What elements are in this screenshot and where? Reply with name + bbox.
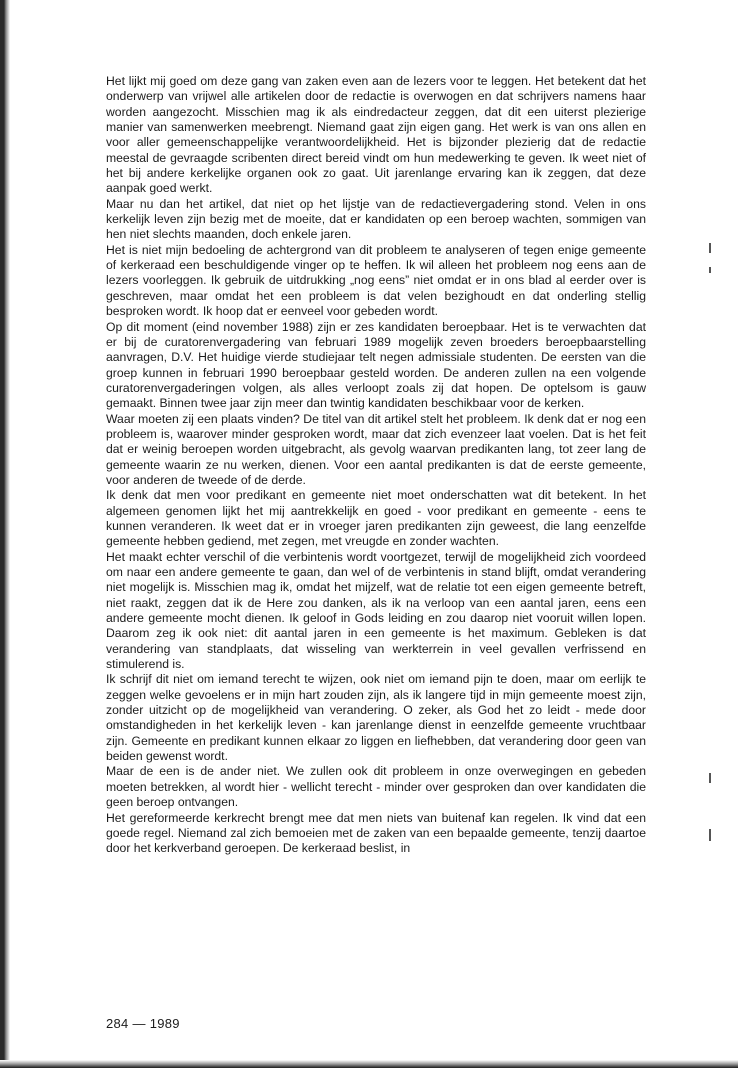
paragraph: Op dit moment (eind november 1988) zijn er zes kandidaten beroepbaar. Het is te verwachten dat er bij de curatorenvergadering van februari 1989 mogelijk zeven broeders beroepbaarstelling aanvragen, D.V. Het huidige vierde studiejaar telt negen admissiale studenten. De eersten van die groep kunnen in februari 1990 beroepbaar gesteld worden. De anderen zullen na een volgende curatorenvergaderingen volgen, als alles verloopt zoals zij dat hopen. De optelsom is gauw gemaakt. Binnen twee jaar zijn meer dan twintig kandidaten beschikbaar voor de kerken. [106, 319, 646, 411]
paragraph: Maar de een is de ander niet. We zullen ook dit probleem in onze overwegingen en gebeden moeten betrekken, al wordt hier - wellicht terecht - minder over gesproken dan over kandidaten die geen beroep ontvangen. [106, 764, 646, 810]
margin-mark [709, 267, 711, 273]
paragraph: Ik schrijf dit niet om iemand terecht te wijzen, ook niet om iemand pijn te doen, maar om eerlijk te zeggen welke gevoelens er in mijn hart zouden zijn, als ik langere tijd in mijn gemeente moest zijn, zonder uitzicht op de mogelijkheid van verandering. O zeker, als God het zo leidt - mede door omstandigheden in het kerkelijk leven - kan jarenlange dienst in eenzelfde gemeente vruchtbaar zijn. Gemeente en predikant kunnen elkaar zo liggen en liefhebben, dat verandering door geen van beiden gewenst wordt. [106, 672, 646, 764]
paragraph: Het gereformeerde kerkrecht brengt mee dat men niets van buitenaf kan regelen. Ik vind dat een goede regel. Niemand zal zich bemoeien met de zaken van een bepaalde gemeente, tenzij daartoe door het kerkverband geroepen. De kerkeraad beslist, in [106, 810, 646, 856]
paragraph: Waar moeten zij een plaats vinden? De titel van dit artikel stelt het probleem. Ik denk dat er nog een probleem is, waarover minder gesproken wordt, maar dat zich evenzeer laat voelen. Dat is het feit dat er weinig beroepen worden uitgebracht, als gevolg waarvan predikanten lang, tot zeer lang de gemeente waarin ze nu werken, dienen. Voor een aantal predikanten is dat de eerste gemeente, voor anderen de tweede of de derde. [106, 411, 646, 487]
margin-mark [709, 243, 711, 253]
margin-mark [709, 829, 711, 841]
margin-mark [709, 773, 711, 783]
scan-edge-left [0, 0, 10, 1068]
paragraph: Het is niet mijn bedoeling de achtergrond van dit probleem te analyseren of tegen enige gemeente of kerkeraad een beschuldigende vinger op te heffen. Ik wil alleen het probleem nog eens aan de lezers voorleggen. Ik gebruik de uitdrukking „nog eens” niet omdat er in ons blad al eerder over is geschreven, maar omdat het een probleem is dat velen bezighoudt en dat onderling stellig besproken wordt. Ik hoop dat er eenveel voor gebeden wordt. [106, 242, 646, 319]
scan-edge-bottom [0, 1060, 738, 1068]
article-body [106, 74, 646, 857]
paragraph: Het lijkt mij goed om deze gang van zaken even aan de lezers voor te leggen. Het betekent dat het onderwerp van vrijwel alle artikelen door de redactie is overwogen en dat schrijvers namens haar worden aangezocht. Misschien mag ik als eindredacteur zeggen, dat dit een uiterst plezierige manier van samenwerken meebrengt. Niemand gaat zijn eigen gang. Het werk is van ons allen en voor aller gemeenschappelijke verantwoordelijkheid. Het is bijzonder plezierig dat de redactie meestal de gevraagde scribenten direct bereid vindt om hun medewerking te geven. Ik weet niet of het bij andere kerkelijke organen ook zo gaat. Uit jarenlange ervaring kan ik zeggen, dat deze aanpak goed werkt. [106, 74, 646, 196]
paragraph: Maar nu dan het artikel, dat niet op het lijstje van de redactievergadering stond. Velen in ons kerkelijk leven zijn bezig met de moeite, dat er kandidaten op een beroep wachten, sommigen van hen niet slechts maanden, doch enkele jaren. [106, 196, 646, 242]
page-number: 284 — 1989 [106, 1016, 180, 1031]
paragraph: Ik denk dat men voor predikant en gemeente niet moet onderschatten wat dit betekent. In het algemeen genomen lijkt het mij aantrekkelijk en goed - voor predikant en gemeente - eens te kunnen veranderen. Ik weet dat er in vroeger jaren predikanten zijn geweest, die lang eenzelfde gemeente hebben gediend, met zegen, met vreugde en zonder wachten. [106, 488, 646, 549]
paragraph: Het maakt echter verschil of die verbintenis wordt voortgezet, terwijl de mogelijkheid zich voordeed om naar een andere gemeente te gaan, dan wel of de verbintenis in stand blijft, omdat verandering niet mogelijk is. Misschien mag ik, omdat het mijzelf, wat de relatie tot een eigen gemeente betreft, niet raakt, zeggen dat ik de Here zou danken, als ik na verloop van een aantal jaren, eens een andere gemeente mocht dienen. Ik geloof in Gods leiding en zou daarop niet vooruit willen lopen. Daarom zeg ik ook niet: dit aantal jaren in een gemeente is het maximum. Gebleken is dat verandering van standplaats, dat wisseling van werkterrein in veel gevallen verfrissend en stimulerend is. [106, 549, 646, 672]
